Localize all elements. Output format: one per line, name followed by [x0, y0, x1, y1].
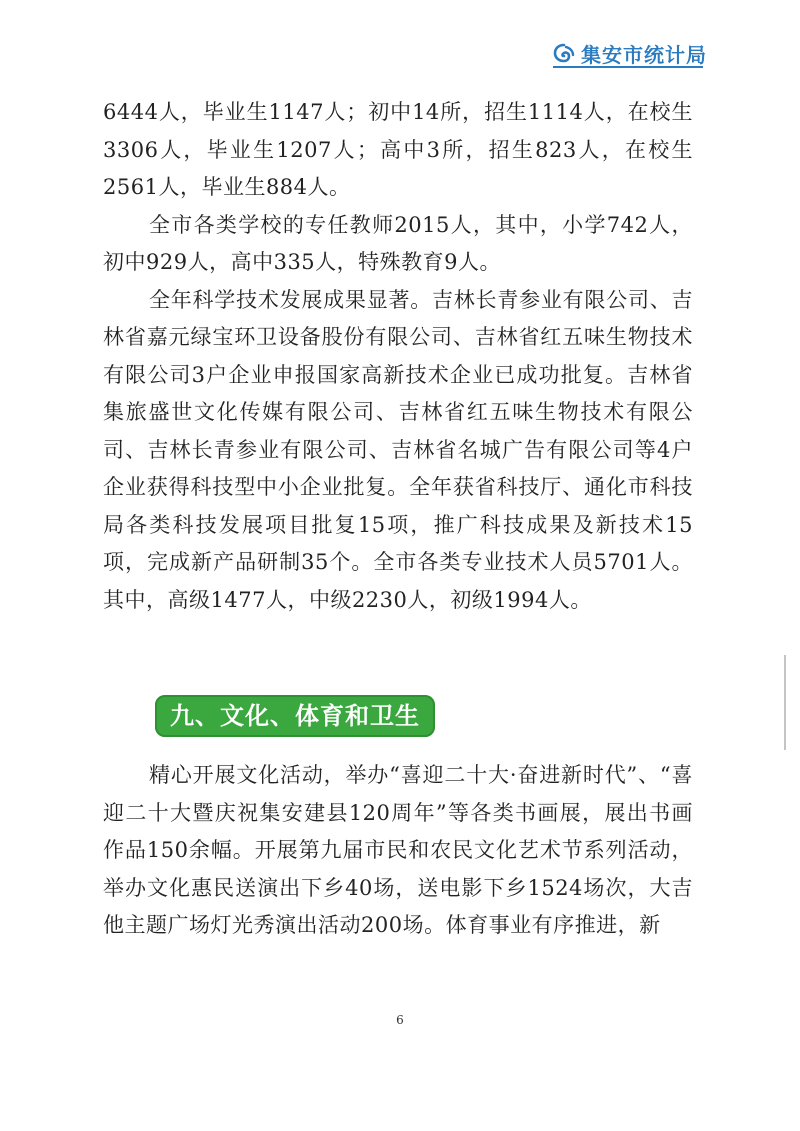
body-text-top	[103, 94, 693, 619]
stats-bureau-logo-icon	[553, 43, 575, 63]
paragraph-culture: 精心开展文化活动，举办“喜迎二十大·奋进新时代”、“喜迎二十大暨庆祝集安建县120周年”等各类书画展，展出书画作品150余幅。开展第九届市民和农民文化艺术节系列活动，举办文化惠民送演出下乡40场，送电影下乡1524场次，大吉他主题广场灯光秀演出活动200场。体育事业有序推进，新	[103, 763, 693, 937]
header-divider	[553, 66, 703, 68]
section-heading-text: 九、文化、体育和卫生	[170, 702, 420, 730]
header-logo	[553, 38, 707, 68]
paragraph-education-stats: 6444人，毕业生1147人；初中14所，招生1114人，在校生3306人，毕业生1207人；高中3所，招生823人，在校生2561人，毕业生884人。	[103, 100, 693, 199]
section-heading-badge	[155, 695, 435, 737]
page-number: 6	[396, 1013, 404, 1027]
body-text-bottom	[103, 757, 693, 945]
scan-edge-mark	[784, 655, 786, 750]
paragraph-science-tech: 全年科学技术发展成果显著。吉林长青参业有限公司、吉林省嘉元绿宝环卫设备股份有限公司、吉林省红五味生物技术有限公司3户企业申报国家高新技术企业已成功批复。吉林省集旅盛世文化传媒有限公司、吉林省红五味生物技术有限公司、吉林长青参业有限公司、吉林省名城广告有限公司等4户企业获得科技型中小企业批复。全年获省科技厅、通化市科技局各类科技发展项目批复15项，推广科技成果及新技术15项，完成新产品研制35个。全市各类专业技术人员5701人。其中，高级1477人，中级2230人，初级1994人。	[103, 287, 693, 612]
paragraph-teachers: 全市各类学校的专任教师2015人，其中，小学742人，初中929人，高中335人，特殊教育9人。	[103, 212, 693, 274]
org-name: 集安市统计局	[581, 42, 707, 67]
